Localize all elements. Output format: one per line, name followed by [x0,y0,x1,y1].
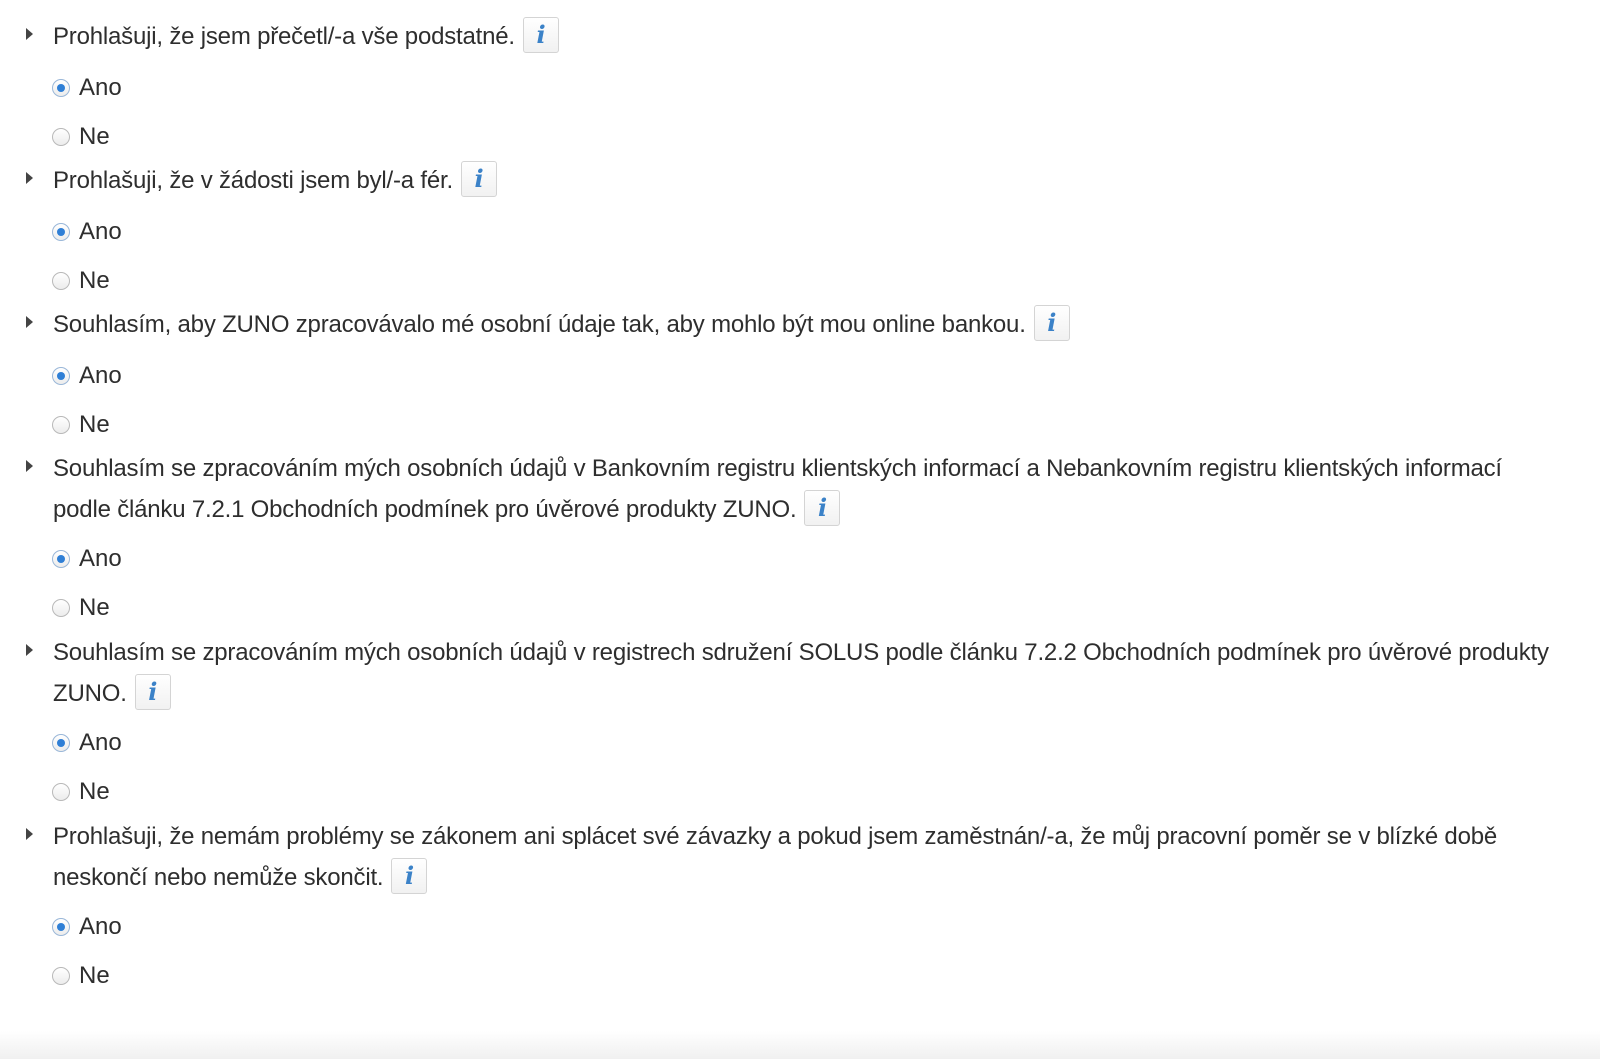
radio-option-ne[interactable] [52,122,110,152]
radio-button[interactable] [52,416,70,434]
radio-option-ano[interactable] [52,361,122,391]
question-text: Souhlasím se zpracováním mých osobních údajů v Bankovním registru klientských informací a Nebankovním registru klientských informací podle článku 7.2.1 Obchodních podmínek pro úvěrové produkty ZUNO. [53,455,1502,523]
info-icon[interactable]: i [135,674,171,710]
question-text-wrap [53,16,1553,57]
radio-label: Ne [79,123,110,150]
radio-button[interactable] [52,128,70,146]
question-text-wrap [53,304,1553,345]
caret-right-icon[interactable] [26,460,33,472]
radio-label: Ano [79,218,122,245]
radio-option-ne[interactable] [52,266,110,296]
radio-option-ne[interactable] [52,777,110,807]
radio-button-checked[interactable] [52,734,70,752]
caret-right-icon[interactable] [26,316,33,328]
question-text: Prohlašuji, že nemám problémy se zákonem ani splácet své závazky a pokud jsem zaměstnán/-a, že můj pracovní poměr se v blízké době neskončí nebo nemůže skončit. [53,823,1498,891]
caret-right-icon[interactable] [26,828,33,840]
radio-label: Ano [79,362,122,389]
radio-label: Ne [79,267,110,294]
radio-option-ano[interactable] [52,912,122,942]
question-text-wrap [53,160,1553,201]
radio-option-ano[interactable] [52,73,122,103]
radio-button-checked[interactable] [52,367,70,385]
radio-label: Ano [79,729,122,756]
radio-label: Ne [79,594,110,621]
radio-option-ne[interactable] [52,593,110,623]
info-icon[interactable]: i [461,161,497,197]
info-icon[interactable]: i [523,17,559,53]
radio-option-ano[interactable] [52,544,122,574]
radio-label: Ano [79,913,122,940]
radio-label: Ne [79,778,110,805]
page-bottom-shadow [0,1031,1600,1059]
radio-button[interactable] [52,967,70,985]
info-icon[interactable]: i [391,858,427,894]
radio-button[interactable] [52,272,70,290]
question-text: Prohlašuji, že v žádosti jsem byl/-a fér. [53,167,453,194]
radio-option-ano[interactable] [52,728,122,758]
caret-right-icon[interactable] [26,644,33,656]
question-text-wrap [53,816,1553,898]
info-icon[interactable]: i [1034,305,1070,341]
radio-label: Ne [79,962,110,989]
radio-label: Ano [79,545,122,572]
question-text-wrap [53,632,1553,714]
radio-button[interactable] [52,599,70,617]
radio-option-ano[interactable] [52,217,122,247]
info-icon[interactable]: i [804,490,840,526]
radio-button-checked[interactable] [52,918,70,936]
caret-right-icon[interactable] [26,28,33,40]
question-text: Souhlasím se zpracováním mých osobních údajů v registrech sdružení SOLUS podle článku 7.2.2 Obchodních podmínek pro úvěrové produkty ZUNO. [53,639,1549,707]
radio-label: Ano [79,74,122,101]
radio-button-checked[interactable] [52,79,70,97]
question-text: Souhlasím, aby ZUNO zpracovávalo mé osobní údaje tak, aby mohlo být mou online bankou. [53,311,1026,338]
radio-button-checked[interactable] [52,223,70,241]
radio-label: Ne [79,411,110,438]
radio-option-ne[interactable] [52,961,110,991]
radio-button-checked[interactable] [52,550,70,568]
caret-right-icon[interactable] [26,172,33,184]
question-text: Prohlašuji, že jsem přečetl/-a vše podstatné. [53,23,515,50]
radio-option-ne[interactable] [52,410,110,440]
radio-button[interactable] [52,783,70,801]
question-text-wrap [53,448,1553,530]
